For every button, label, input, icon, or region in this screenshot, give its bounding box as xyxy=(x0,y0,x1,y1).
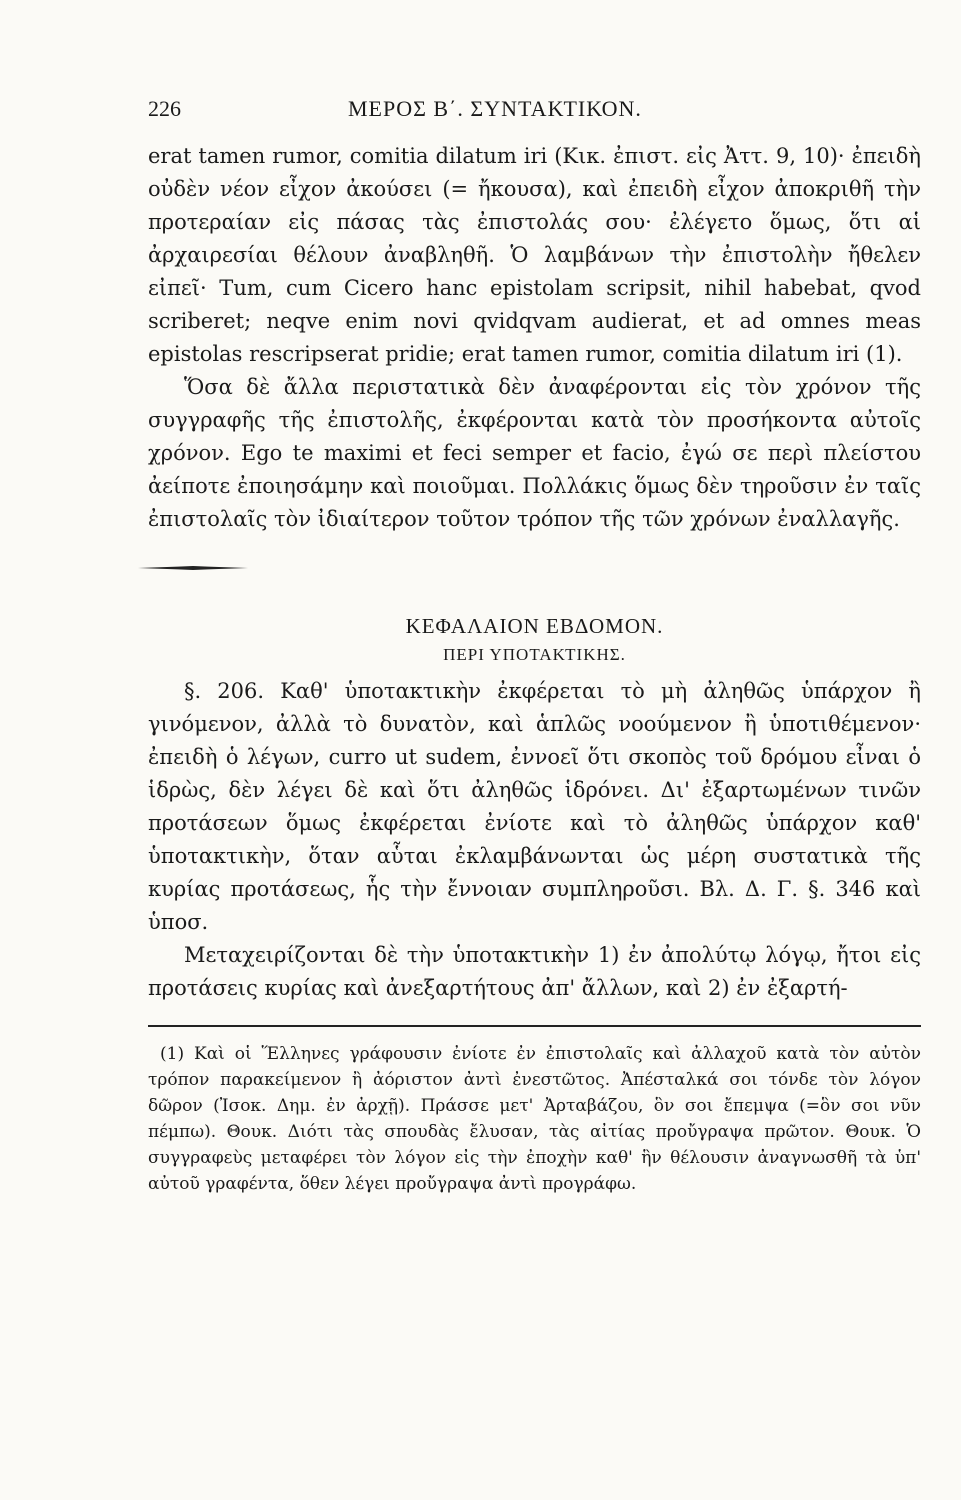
ornamental-rule xyxy=(138,566,248,570)
body-paragraph-1: erat tamen rumor, comitia dilatum iri (Κικ. ἐπιστ. εἰς Ἀττ. 9, 10)· ἐπειδὴ οὐδὲν νέον εἶχον ἀκούσει (= ἤκουσα), καὶ ἐπειδὴ εἶχον ἀποκριθῆ τὴν προτεραίαν εἰς πάσας τὰς ἐπιστολάς σου· ἐλέγετο ὅμως, ὅτι αἱ ἀρχαιρεσίαι θέλουν ἀναβληθῆ. Ὁ λαμβάνων τὴν ἐπιστολὴν ἤθελεν εἰπεῖ· Tum, cum Cicero hanc epistolam scripsit, nihil habebat, qvod scriberet; neqve enim novi qvidqvam audierat, et ad omnes meas epistolas rescripserat pridie; erat tamen rumor, comitia dilatum iri (1). xyxy=(148,144,921,366)
section-206-paragraph: §. 206. Καθ' ὑποτακτικὴν ἐκφέρεται τὸ μὴ ἀληθῶς ὑπάρχον ἢ γινόμενον, ἀλλὰ τὸ δυνατὸν, καὶ ἁπλῶς νοούμενον ἢ ὑποτιθέμενον· ἐπειδὴ ὁ λέγων, curro ut sudem, ἐννοεῖ ὅτι σκοπὸς τοῦ δρόμου εἶναι ὁ ἱδρὼς, δὲν λέγει δὲ καὶ ὅτι ἀληθῶς ἱδρόνει. Δι' ἐξαρτωμένων τινῶν προτάσεων ὅμως ἐκφέρεται ἐνίοτε καὶ τὸ ἀληθῶς ὑπάρχον καθ' ὑποτακτικὴν, ὅταν αὗται ἐκλαμβάνωνται ὡς μέρη συστατικὰ τῆς κυρίας προτάσεως, ἧς τὴν ἔννοιαν συμπληροῦσι. Βλ. Δ. Γ. §. 346 καὶ ὑποσ. xyxy=(148,679,921,934)
footnote-1: (1) Καὶ οἱ Ἕλληνες γράφουσιν ἐνίοτε ἐν ἐπιστολαῖς καὶ ἀλλαχοῦ κατὰ τὸν αὐτὸν τρόπον παρακείμενον ἢ ἀόριστον ἀντὶ ἐνεστῶτος. Ἀπέσταλκά σοι τόνδε τὸν λόγον δῶρον (Ἰσοκ. Δημ. ἐν ἀρχῇ). Πράσσε μετ' Ἀρταβάζου, ὃν σοι ἔπεμψα (=ὃν σοι νῦν πέμπω). Θουκ. Διότι τὰς σπουδὰς ἔλυσαν, τὰς αἰτίας προὔγραψα πρῶτον. Θουκ. Ὁ συγγραφεὺς μεταφέρει τὸν λόγον εἰς τὴν ἐποχὴν καθ' ἣν θέλουσιν ἀναγνωσθῆ τὰ ὑπ' αὐτοῦ γραφέντα, ὅθεν λέγει προὔγραψα ἀντὶ προγράφω. xyxy=(148,1044,921,1194)
body-paragraph-2: Ὅσα δὲ ἄλλα περιστατικὰ δὲν ἀναφέρονται εἰς τὸν χρόνον τῆς συγγραφῆς τῆς ἐπιστολῆς, ἐκφέρονται κατὰ τὸν προσήκοντα αὐτοῖς χρόνον. Ego te maximi et feci semper et facio, ἐγώ σε περὶ πλείστου ἀείποτε ἐποιησάμην καὶ ποιοῦμαι. Πολλάκις ὅμως δὲν τηροῦσιν ἐν ταῖς ἐπιστολαῖς τὸν ἰδιαίτερον τοῦτον τρόπον τῆς τῶν χρόνων ἐναλλαγῆς. xyxy=(148,375,921,531)
page-number: 226 xyxy=(148,96,181,121)
footnote-rule xyxy=(148,1025,921,1027)
running-title: ΜΕΡΟΣ Β΄. ΣΥΝΤΑΚΤΙΚΟΝ. xyxy=(348,96,642,121)
chapter-title: ΚΕΦΑΛΑΙΟΝ ΕΒΔΟΜΟΝ. xyxy=(405,614,664,638)
chapter-subtitle: ΠΕΡΙ ΥΠΟΤΑΚΤΙΚΗΣ. xyxy=(443,645,626,664)
section-206-paragraph-2: Μεταχειρίζονται δὲ τὴν ὑποτακτικὴν 1) ἐν ἀπολύτῳ λόγῳ, ἤτοι εἰς προτάσεις κυρίας καὶ ἀνεξαρτήτους ἀπ' ἄλλων, καὶ 2) ἐν ἐξαρτή- xyxy=(148,943,921,1000)
page-header xyxy=(148,96,921,140)
